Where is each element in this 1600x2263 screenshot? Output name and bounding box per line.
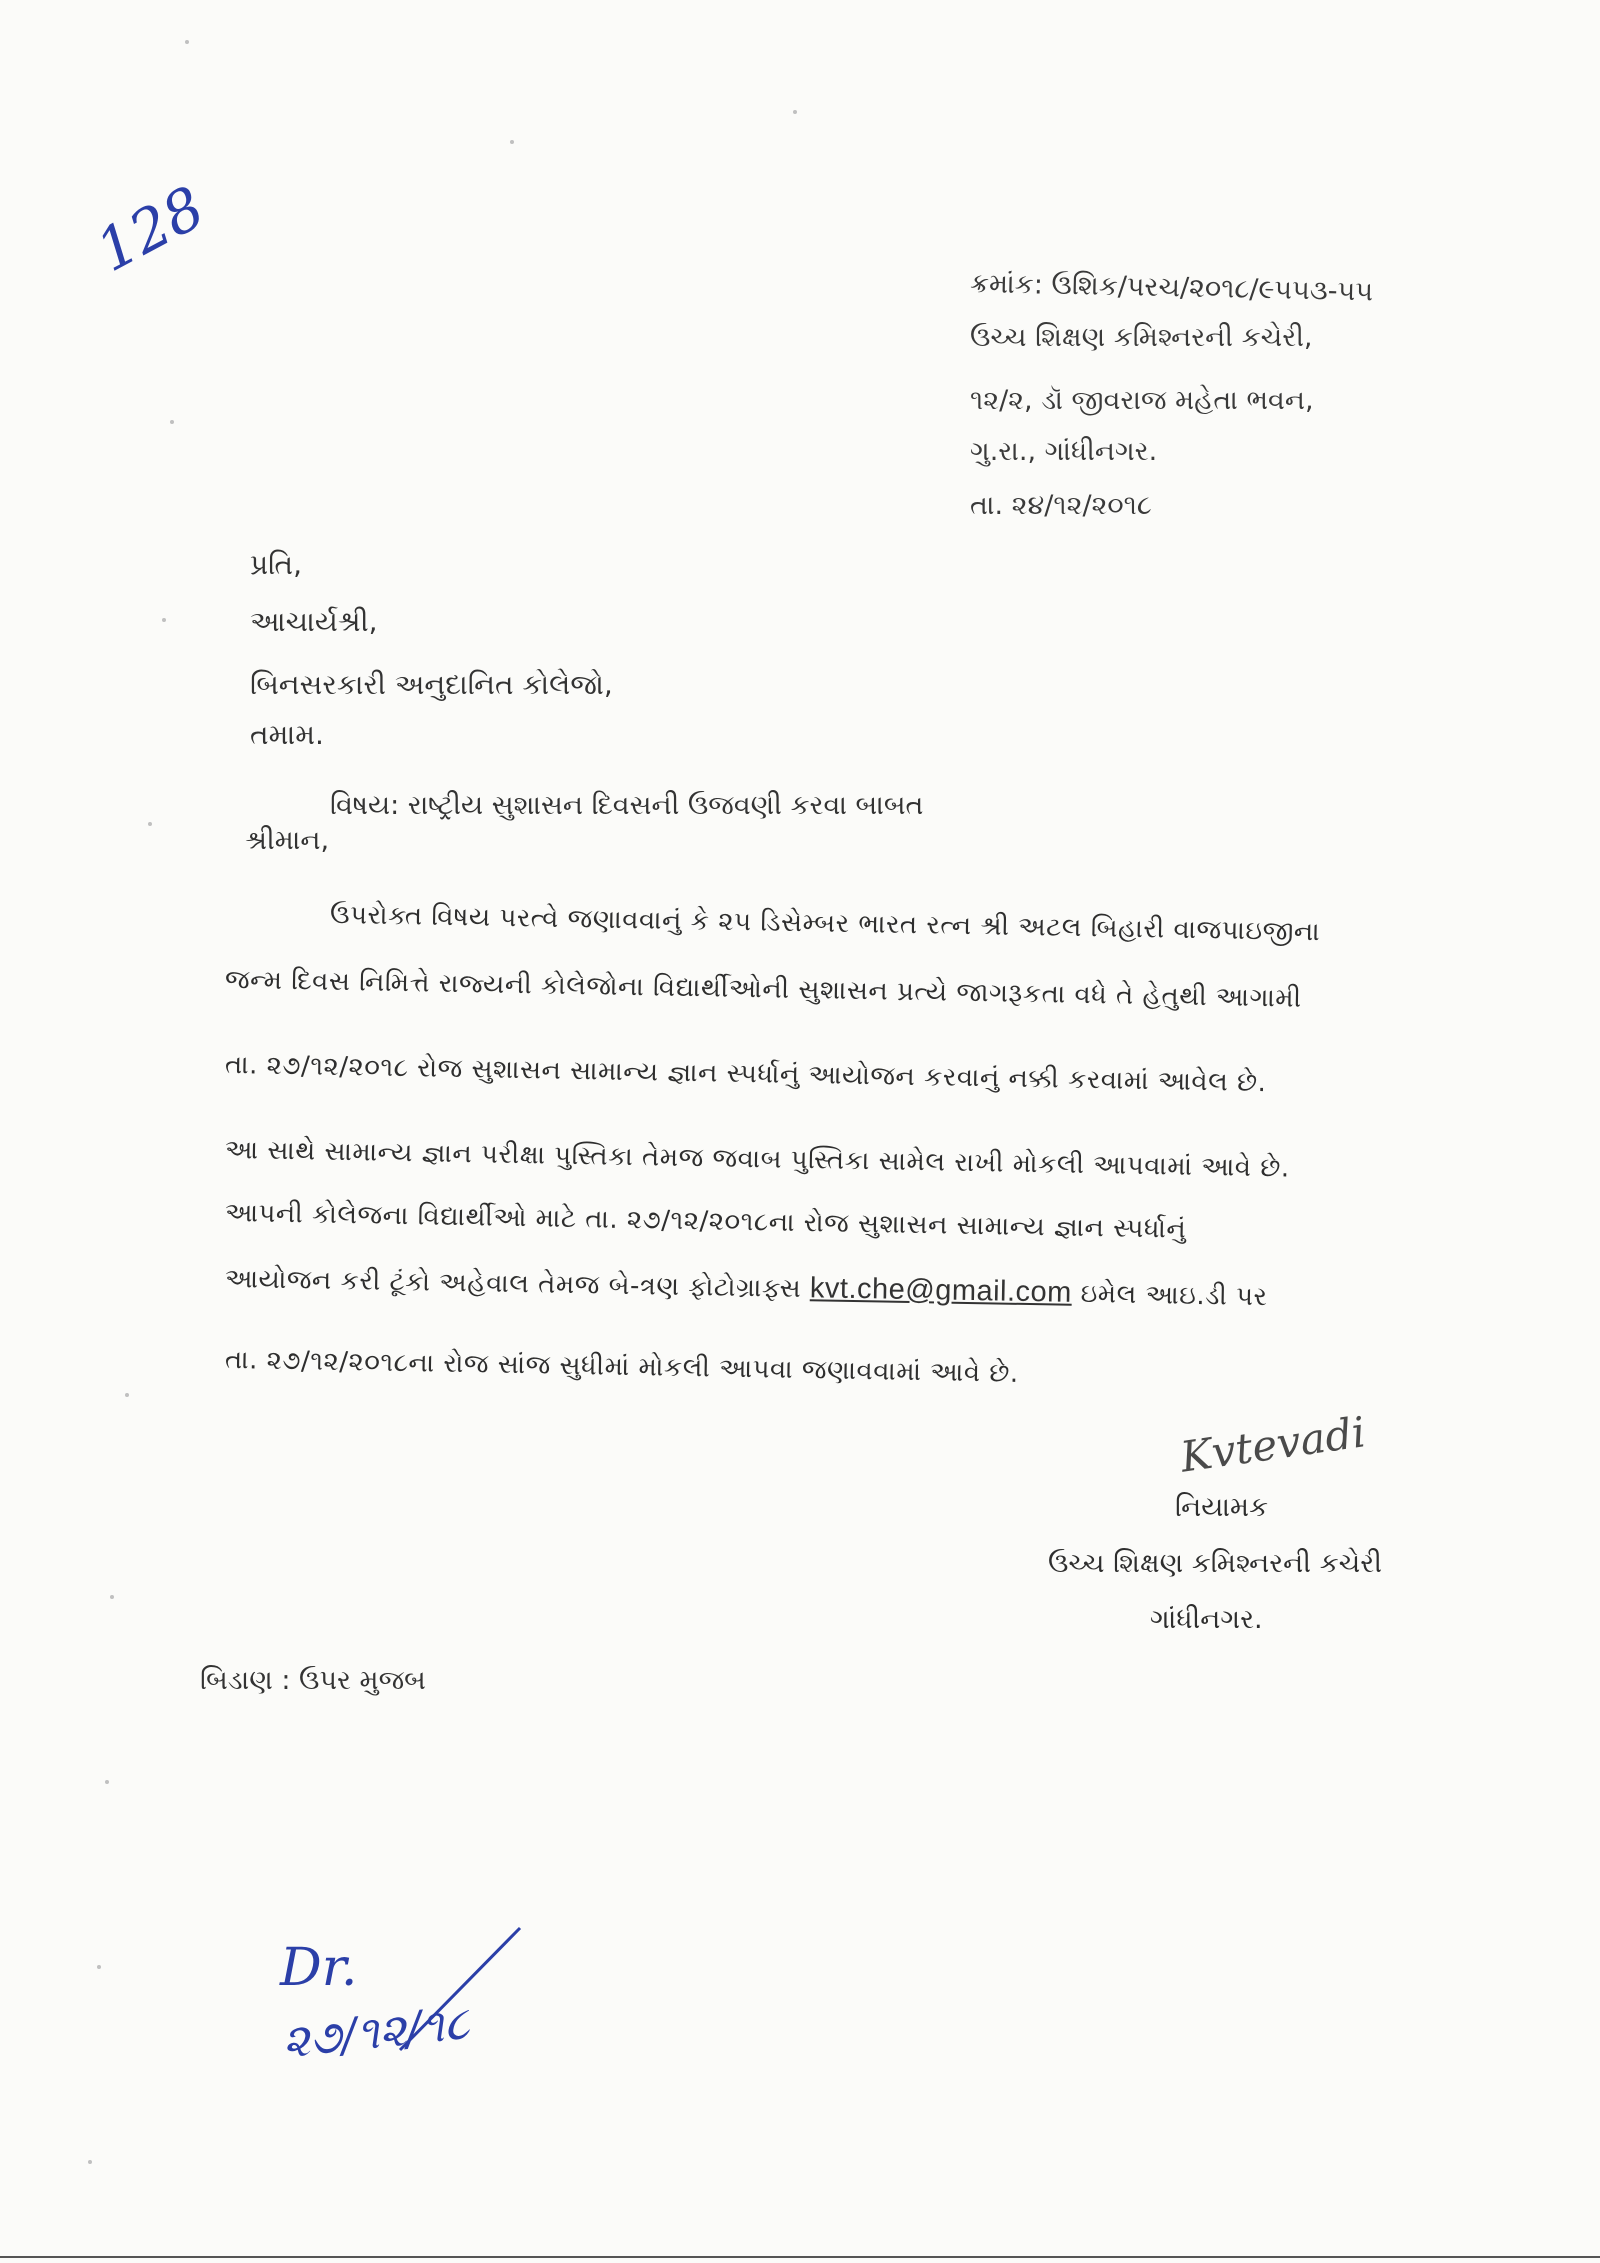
letter-subject: વિષય: રાષ્ટ્રીય સુશાસન દિવસની ઉજવણી કરવા બાબત	[330, 790, 924, 821]
recipient-colleges: બિનસરકારી અનુદાનિત કોલેજો,	[250, 668, 613, 701]
body-line-6-text: આયોજન કરી ટૂંકો અહેવાલ તેમજ બે-ત્રણ ફોટોગ્રાફ્સ	[224, 1264, 802, 1305]
scan-speck	[793, 110, 797, 114]
letter-date: તા. ૨૪/૧૨/૨૦૧૮	[970, 490, 1152, 521]
signature-designation: નિયામક	[1175, 1492, 1269, 1523]
office-building: ૧૨/૨, ડૉ જીવરાજ મહેતા ભવન,	[970, 385, 1314, 416]
signature-scribble: Kvtevadi	[1177, 1407, 1369, 1482]
recipient-to: પ્રતિ,	[250, 548, 302, 581]
body-line-7: તા. ૨૭/૧૨/૨૦૧૮ના રોજ સાંજ સુધીમાં મોકલી આપવા જણાવવામાં આવે છે.	[224, 1345, 1019, 1389]
body-line-4: આ સાથે સામાન્ય જ્ઞાન પરીક્ષા પુસ્તિકા તેમજ જવાબ પુસ્તિકા સામેલ રાખી મોકલી આપવામાં આવે છે.	[224, 1135, 1290, 1184]
margin-note: 128	[85, 172, 216, 286]
salutation: શ્રીમાન,	[245, 825, 330, 856]
scan-speck	[170, 420, 174, 424]
scan-speck	[510, 140, 514, 144]
enclosure-note: બિડાણ : ઉપર મુજબ	[200, 1665, 426, 1696]
reference-number: ક્રમાંક: ઉશિક/પરચ/૨૦૧૮/૯૫૫૩-૫૫	[969, 268, 1374, 308]
recipient-all: તમામ.	[250, 718, 324, 751]
scan-speck	[162, 618, 166, 622]
scan-speck	[88, 2160, 92, 2164]
body-line-6	[225, 1262, 1268, 1313]
scan-speck	[185, 40, 189, 44]
scan-speck	[105, 1780, 109, 1784]
receipt-initials: Dr.	[280, 1938, 358, 1998]
recipient-title: આચાર્યશ્રી,	[250, 605, 378, 638]
body-line-1: ઉપરોક્ત વિષય પરત્વે જણાવવાનું કે ૨૫ ડિસેમ્બર ભારત રત્ન શ્રી અટલ બિહારી વાજપાઇજીના	[329, 900, 1321, 948]
body-line-6-suffix: ઇમેલ આઇ.ડી પર	[1080, 1278, 1268, 1313]
scan-speck	[110, 1595, 114, 1599]
office-name: ઉચ્ચ શિક્ષણ કમિશ્નરની કચેરી,	[970, 322, 1313, 353]
scan-bottom-edge	[0, 2256, 1600, 2258]
body-line-3: તા. ૨૭/૧૨/૨૦૧૮ રોજ સુશાસન સામાન્ય જ્ઞાન સ્પર્ધાનું આયોજન કરવાનું નક્કી કરવામાં આવેલ છે.	[224, 1050, 1267, 1099]
office-city: ગુ.રા., ગાંધીનગર.	[970, 436, 1158, 467]
body-line-5: આપની કોલેજના વિદ્યાર્થીઓ માટે તા. ૨૭/૧૨/૨૦૧૮ના રોજ સુશાસન સામાન્ય જ્ઞાન સ્પર્ધાનું	[224, 1198, 1187, 1245]
contact-email[interactable]: kvt.che@gmail.com	[809, 1272, 1073, 1309]
scan-speck	[148, 822, 152, 826]
body-line-2: જન્મ દિવસ નિમિત્તે રાજ્યની કોલેજોના વિદ્યાર્થીઓની સુશાસન પ્રત્યે જાગરૂકતા વધે તે હેતુથી આગામી	[224, 965, 1302, 1014]
receipt-date: ૨૭/૧૨/૧૮	[279, 1995, 472, 2069]
signature-office: ઉચ્ચ શિક્ષણ કમિશ્નરની કચેરી	[1048, 1548, 1382, 1579]
receipt-tick-mark	[390, 1920, 530, 2060]
scan-speck	[125, 1393, 129, 1397]
signature-city: ગાંધીનગર.	[1150, 1604, 1263, 1635]
scan-speck	[97, 1965, 101, 1969]
